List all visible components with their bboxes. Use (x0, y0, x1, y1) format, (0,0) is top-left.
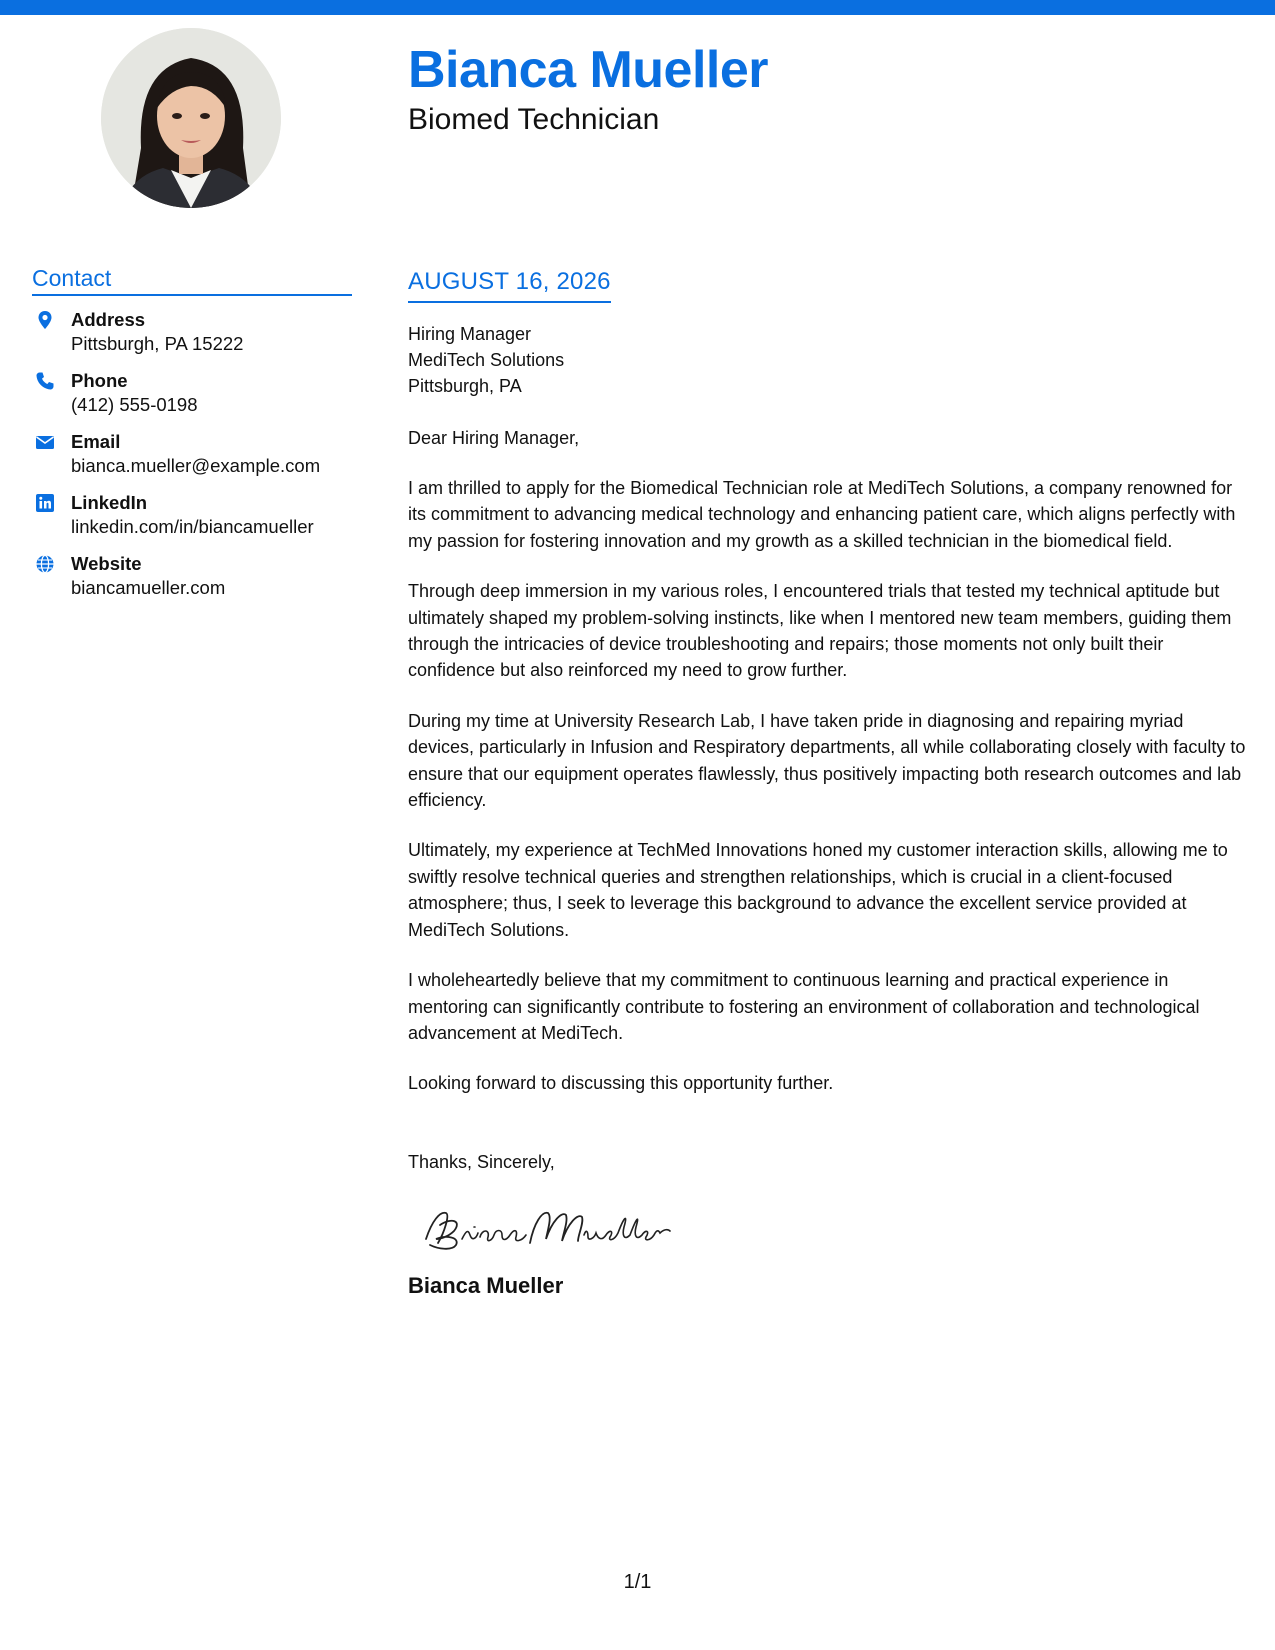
handwritten-signature (418, 1199, 678, 1255)
letter-paragraph: I wholeheartedly believe that my commitment to continuous learning and practical experience in mentoring can significantly contribute to fostering an environment of collaboration and technological advancement at MediTech. (408, 970, 1200, 1043)
contact-item-address (32, 308, 352, 356)
envelope-icon (35, 432, 55, 452)
recipient-line: Pittsburgh, PA (408, 376, 522, 396)
contact-value-linkedin[interactable]: linkedin.com/in/biancamueller (71, 516, 314, 537)
contact-item-website (32, 552, 352, 600)
contact-label-linkedin: LinkedIn (71, 492, 148, 513)
contact-label-phone: Phone (71, 370, 128, 391)
letter-paragraph: During my time at University Research Lab, I have taken pride in diagnosing and repairing myriad devices, particularly in Infusion and Respiratory departments, all while collaborating closely with faculty to ensure that our equipment operates flawlessly, thus positively impacting both research outcomes and lab efficiency. (408, 710, 1246, 811)
contact-value-address: Pittsburgh, PA 15222 (71, 333, 244, 354)
contact-value-email: bianca.mueller@example.com (71, 455, 321, 476)
recipient-block (408, 321, 1253, 399)
contact-list (32, 308, 352, 600)
letter-paragraph: Through deep immersion in my various roles, I encountered trials that tested my technical aptitude but ultimately shaped my problem-solving instincts, like when I mentored new team members, guiding them through the intricacies of device troubleshooting and repairs; those moments not only built their confidence but also reinforced my need to grow further. (408, 581, 1232, 681)
letter-paragraph: I am thrilled to apply for the Biomedical Technician role at MediTech Solutions, a company renowned for its commitment to advancing medical technology and enhancing patient care, which aligns perfectly with my passion for fostering innovation and my growth as a skilled technician in the biomedical field. (408, 478, 1236, 551)
map-pin-icon (35, 310, 55, 330)
contact-value-website[interactable]: biancamueller.com (71, 577, 226, 598)
salutation: Dear Hiring Manager, (408, 428, 580, 448)
closing-line: Thanks, Sincerely, (408, 1151, 555, 1172)
contact-item-phone (32, 369, 352, 417)
contact-label-email: Email (71, 431, 121, 452)
contact-label-website: Website (71, 553, 142, 574)
candidate-title: Biomed Technician (408, 103, 660, 136)
contact-value-phone: (412) 555-0198 (71, 394, 198, 415)
phone-icon (35, 371, 55, 391)
letter-body (408, 268, 1253, 1299)
letter-date: AUGUST 16, 2026 (408, 268, 611, 303)
linkedin-icon (35, 493, 55, 513)
contact-item-email (32, 430, 352, 478)
recipient-line: Hiring Manager (408, 324, 532, 344)
profile-photo-illustration (101, 28, 281, 208)
signed-name: Bianca Mueller (408, 1272, 564, 1298)
letter-paragraph: Looking forward to discussing this opportunity further. (408, 1073, 834, 1094)
page-number: 1/1 (623, 1571, 652, 1593)
globe-icon (35, 554, 55, 574)
contact-label-address: Address (71, 309, 146, 330)
profile-photo (101, 28, 281, 208)
top-accent-bar (0, 0, 1275, 15)
candidate-name: Bianca Mueller (408, 41, 769, 99)
recipient-line: MediTech Solutions (408, 350, 565, 370)
contact-heading: Contact (32, 265, 352, 296)
letter-paragraph: Ultimately, my experience at TechMed Innovations honed my customer interaction skills, allowing me to swiftly resolve technical queries and strengthen relationships, which is crucial in a client-focused atmosphere; thus, I seek to leverage this background to advance the excellent service provided at MediTech Solutions. (408, 840, 1228, 940)
contact-item-linkedin (32, 491, 352, 539)
contact-sidebar (32, 265, 352, 613)
